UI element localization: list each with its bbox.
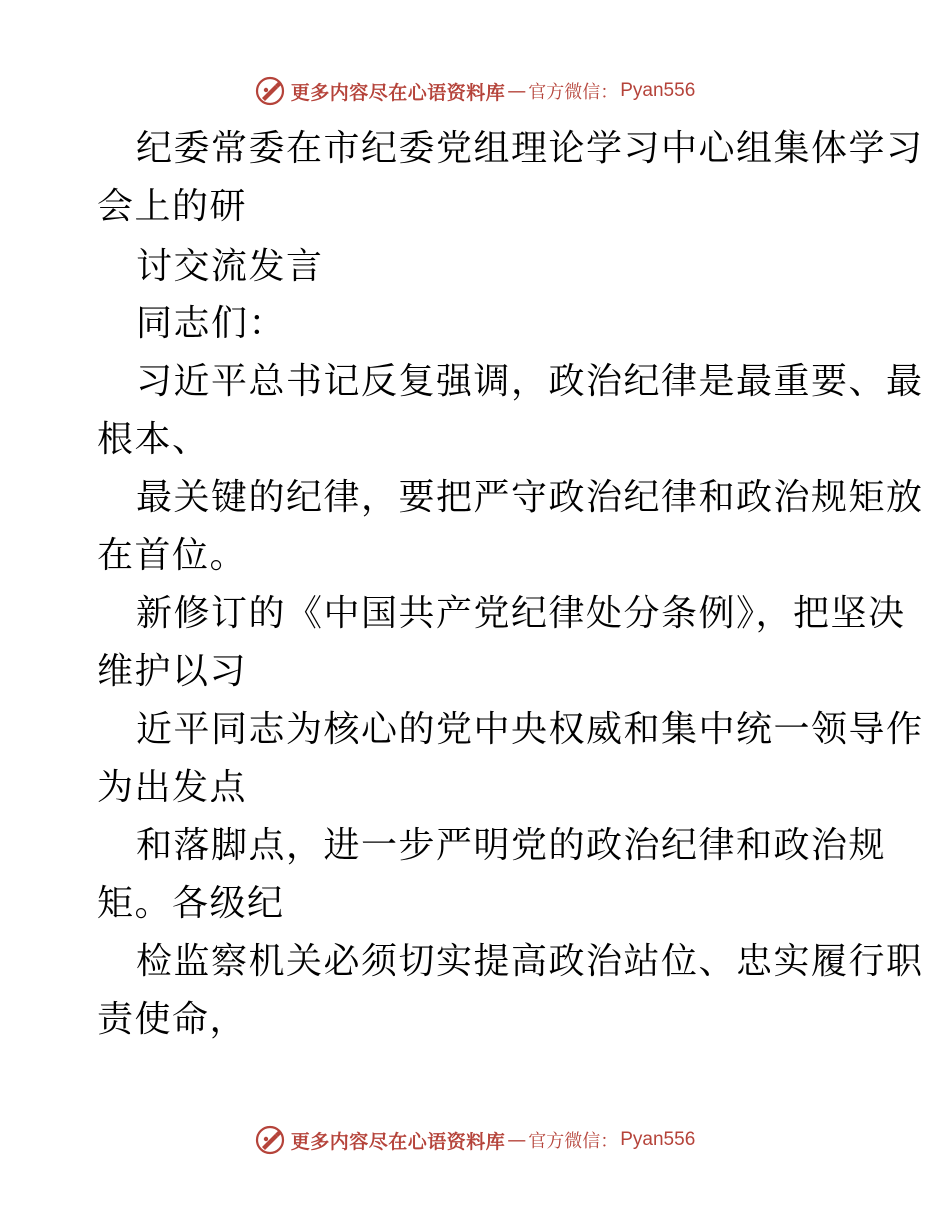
title-line-3: 讨交流发言: [136, 246, 324, 287]
banner-wechat-label: 官方微信：: [528, 1131, 619, 1152]
banner-site-text: 更多内容尽在心语资料库: [290, 1130, 506, 1153]
title-line-2: 会上的研: [97, 186, 248, 227]
paragraph-line: 维护以习: [97, 651, 248, 692]
paragraph-line: 和落脚点，进一步严明党的政治纪律和政治规: [136, 825, 887, 866]
title-line-1: 纪委常委在市纪委党组理论学习中心组集体学习: [136, 128, 924, 169]
paragraph-line: 最关键的纪律，要把严守政治纪律和政治规矩放: [136, 477, 924, 518]
paragraph-line: 责使命，: [97, 999, 248, 1040]
paragraph-line: 矩。各级纪: [97, 883, 285, 924]
paragraph-line: 为出发点: [97, 767, 248, 808]
banner-separator: —: [507, 1129, 527, 1151]
banner-wechat-id: Pyan556: [620, 80, 696, 101]
paragraph-line: 近平同志为核心的党中央权威和集中统一领导作: [136, 709, 924, 750]
paragraph-line: 在首位。: [97, 535, 248, 576]
paragraph-line: 习近平总书记反复强调，政治纪律是最重要、最: [136, 361, 924, 402]
pen-logo-icon: [255, 76, 285, 106]
banner-wechat-label: 官方微信：: [528, 82, 619, 103]
header-banner: [0, 71, 950, 111]
banner-site-text: 更多内容尽在心语资料库: [290, 81, 506, 104]
salutation: 同志们：: [136, 303, 287, 344]
pen-logo-icon: [255, 1125, 285, 1155]
footer-banner: [0, 1120, 950, 1160]
banner-separator: —: [507, 80, 527, 102]
paragraph-line: 根本、: [97, 419, 210, 460]
banner-wechat-id: Pyan556: [620, 1129, 696, 1150]
paragraph-line: 检监察机关必须切实提高政治站位、忠实履行职: [136, 941, 924, 982]
paragraph-line: 新修订的《中国共产党纪律处分条例》，把坚决: [136, 593, 906, 634]
